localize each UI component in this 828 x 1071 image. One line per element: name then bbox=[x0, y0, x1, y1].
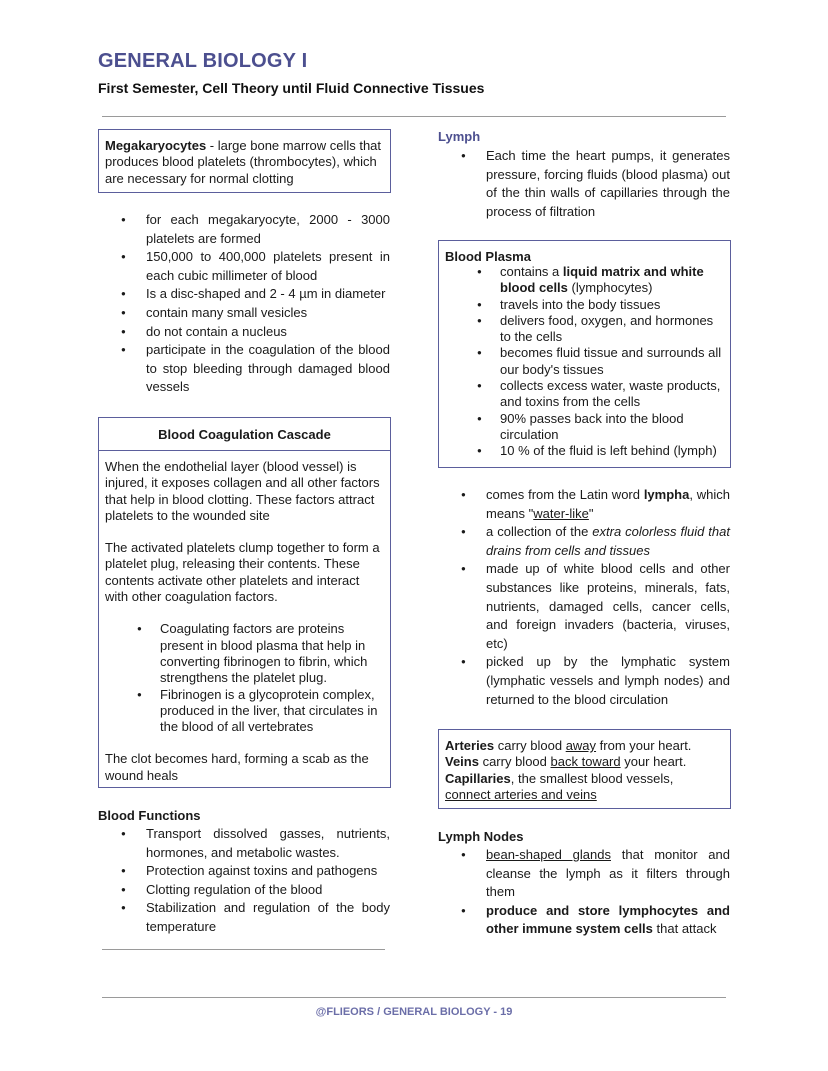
list-item: ● Coagulating factors are proteins present in blood plasma that help in converting fibrinogen to fibrin, which strengthens the platelet plug. bbox=[105, 621, 384, 686]
vessels-box: Arteries carry blood away from your heart. Veins carry blood back toward your heart. Capillaries, the smallest blood vessels, connect arteries and veins bbox=[438, 729, 731, 809]
list-item: ● do not contain a nucleus bbox=[98, 323, 390, 342]
list-item: ● collects excess water, waste products, and toxins from the cells bbox=[445, 378, 724, 411]
list-item: ● Is a disc-shaped and 2 - 4 µm in diameter bbox=[98, 285, 390, 304]
list-item: ● for each megakaryocyte, 2000 - 3000 platelets are formed bbox=[98, 211, 390, 248]
list-item: ● becomes fluid tissue and surrounds all our body's tissues bbox=[445, 345, 724, 378]
list-item: ● contains a liquid matrix and white blood cells (lymphocytes) bbox=[445, 264, 724, 297]
list-item: ● Clotting regulation of the blood bbox=[98, 881, 390, 900]
list-item: ● Fibrinogen is a glycoprotein complex, produced in the liver, that circulates in the blood of all vertebrates bbox=[105, 687, 384, 736]
list-item: ● produce and store lymphocytes and other immune system cells that attack bbox=[438, 902, 730, 939]
coagulation-para-1: When the endothelial layer (blood vessel) is injured, it exposes collagen and all other factors that help in blood clotting. These factors attract platelets to the wounded site bbox=[105, 459, 380, 523]
page-footer: @FLIEORS / GENERAL BIOLOGY - 19 bbox=[315, 1006, 513, 1018]
list-item: ● contain many small vesicles bbox=[98, 304, 390, 323]
list-item: ● delivers food, oxygen, and hormones to the cells bbox=[445, 313, 724, 346]
coagulation-box bbox=[98, 450, 391, 788]
left-divider bbox=[102, 949, 385, 950]
list-item: ● 10 % of the fluid is left behind (lymph) bbox=[445, 443, 724, 459]
list-item: ● Stabilization and regulation of the body temperature bbox=[98, 899, 390, 936]
megakaryocytes-box bbox=[98, 129, 391, 193]
lymph-nodes bbox=[438, 829, 730, 939]
coagulation-para-2: The activated platelets clump together to form a platelet plug, releasing their contents. These contents activate other platelets and interact with other coagulation factors. bbox=[105, 540, 380, 605]
megakaryocytes-definition: - large bone marrow cells that produces blood platelets (thrombocytes), which are necessary for normal clotting bbox=[105, 138, 382, 186]
page-subtitle: First Semester, Cell Theory until Fluid Connective Tissues bbox=[98, 80, 485, 96]
list-item: ● a collection of the extra colorless fluid that drains from cells and tissues bbox=[438, 523, 730, 560]
lymph-facts bbox=[438, 486, 730, 709]
header-divider bbox=[102, 116, 726, 117]
list-item: ● Protection against toxins and pathogens bbox=[98, 862, 390, 881]
list-item: ● Transport dissolved gasses, nutrients, hormones, and metabolic wastes. bbox=[98, 825, 390, 862]
list-item: ● participate in the coagulation of the blood to stop bleeding through damaged blood vessels bbox=[98, 341, 390, 397]
platelet-facts bbox=[98, 211, 390, 397]
coagulation-title-box bbox=[98, 417, 391, 451]
page-title: GENERAL BIOLOGY I bbox=[98, 50, 308, 72]
lymph-section bbox=[438, 129, 730, 221]
coagulation-title: Blood Coagulation Cascade bbox=[158, 427, 331, 442]
list-item: ● bean-shaped glands that monitor and cleanse the lymph as it filters through them bbox=[438, 846, 730, 902]
footer-divider bbox=[102, 997, 726, 998]
section-heading: Blood Functions bbox=[98, 808, 201, 823]
section-heading: Lymph bbox=[438, 129, 481, 144]
list-item: ● travels into the body tissues bbox=[445, 297, 724, 313]
blood-functions bbox=[98, 808, 390, 937]
list-item: ● picked up by the lymphatic system (lymphatic vessels and lymph nodes) and returned to the blood circulation bbox=[438, 653, 730, 709]
list-item: ● made up of white blood cells and other substances like proteins, minerals, fats, nutrients, damaged cells, cancer cells, and foreign invaders (bacteria, viruses, etc) bbox=[438, 560, 730, 653]
list-item: ● 150,000 to 400,000 platelets present in each cubic millimeter of blood bbox=[98, 248, 390, 285]
list-item: ● Each time the heart pumps, it generates pressure, forcing fluids (blood plasma) out of the thin walls of capillaries through the process of filtration bbox=[438, 147, 730, 221]
list-item: ● comes from the Latin word lympha, which means "water-like" bbox=[438, 486, 730, 523]
section-heading: Blood Plasma bbox=[445, 249, 531, 264]
list-item: ● 90% passes back into the blood circulation bbox=[445, 411, 724, 444]
blood-plasma-box bbox=[438, 240, 731, 468]
coagulation-para-3: The clot becomes hard, forming a scab as the wound heals bbox=[105, 751, 369, 783]
section-heading: Lymph Nodes bbox=[438, 829, 524, 844]
megakaryocytes-term: Megakaryocytes bbox=[105, 138, 207, 153]
